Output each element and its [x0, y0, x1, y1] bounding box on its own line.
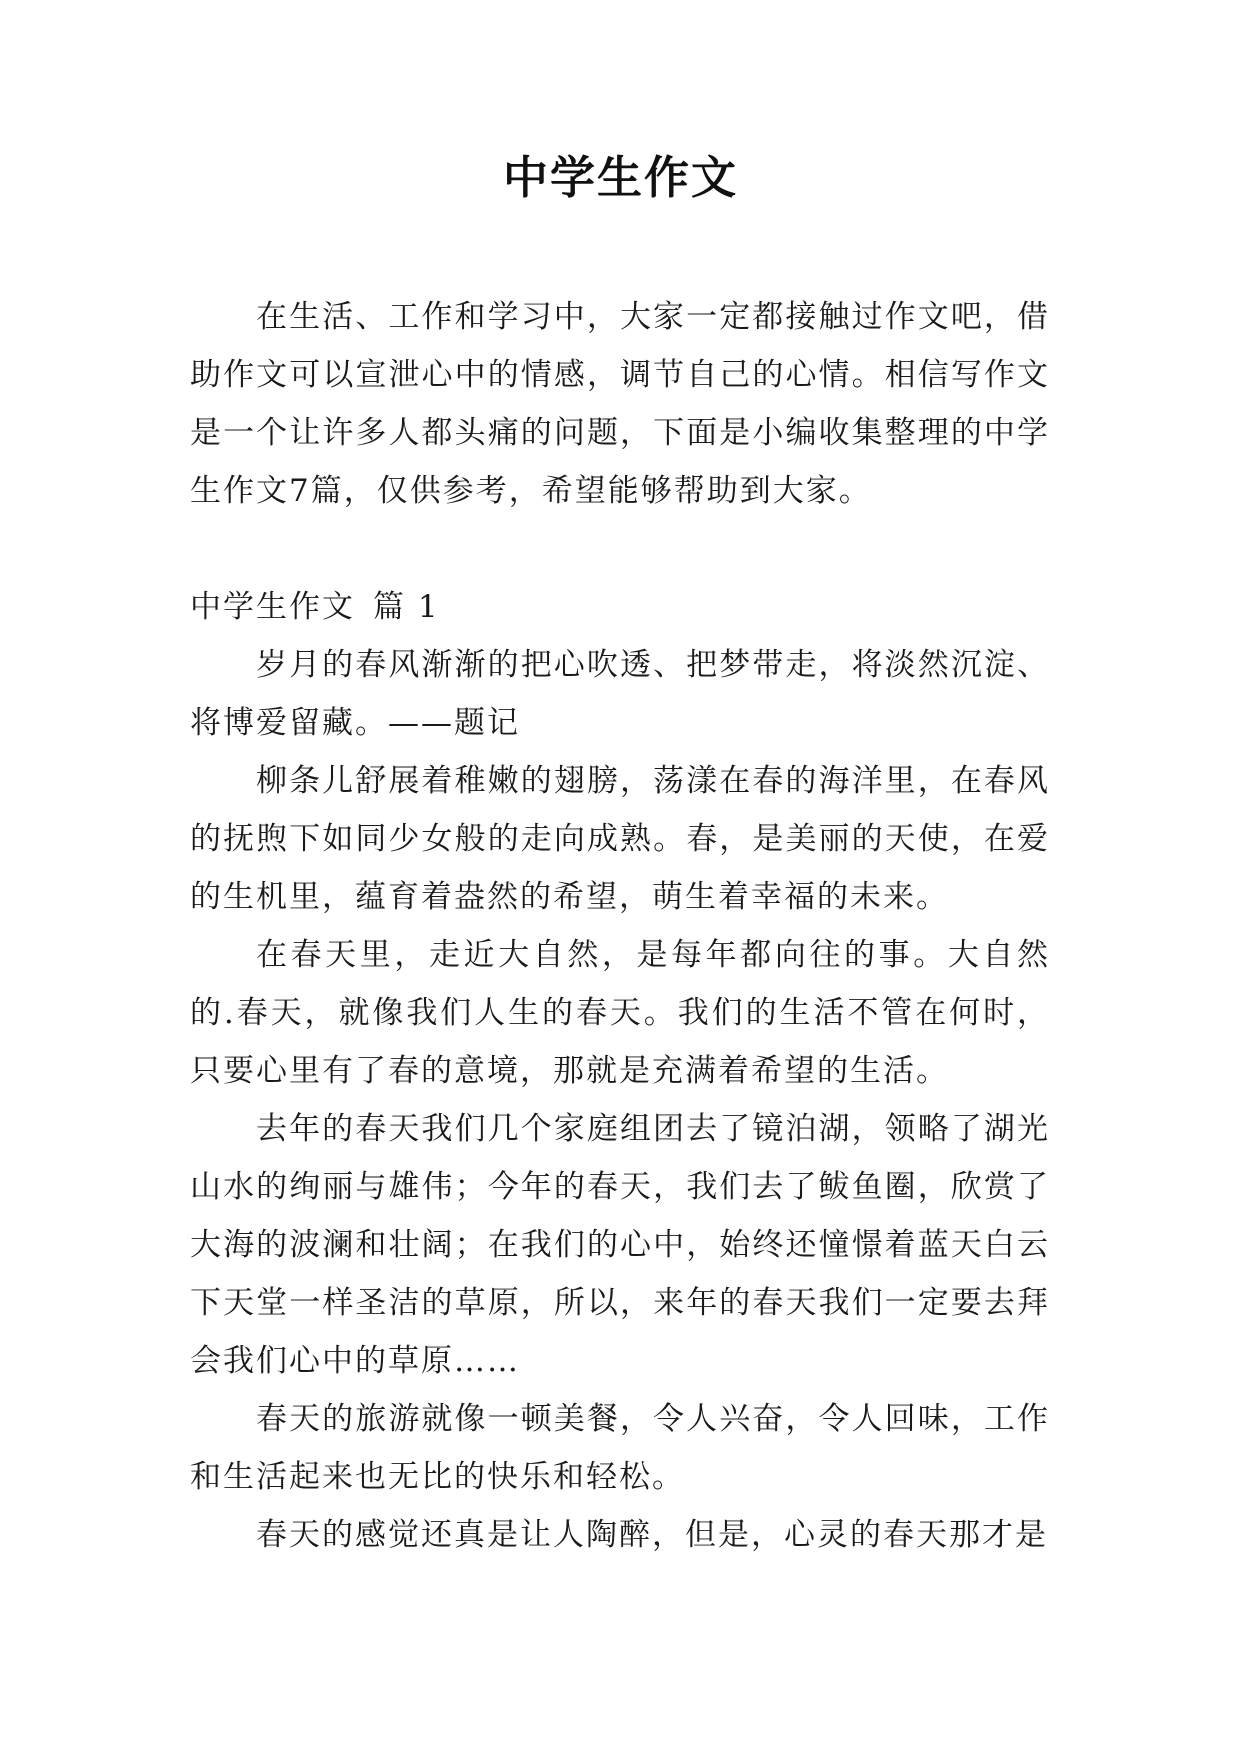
- body-paragraph-3: 在春天里，走近大自然，是每年都向往的事。大自然的.春天，就像我们人生的春天。我们的生活不管在何时，只要心里有了春的意境，那就是充满着希望的生活。: [190, 937, 1050, 1089]
- section-number: 篇 1: [373, 589, 440, 625]
- section-title: 中学生作文: [190, 589, 355, 625]
- body-paragraph-2: 柳条儿舒展着稚嫩的翅膀，荡漾在春的海洋里，在春风的抚煦下如同少女般的走向成熟。春，是美丽的天使，在爱的生机里，蕴育着盎然的希望，萌生着幸福的未来。: [190, 763, 1050, 915]
- body-paragraph-6: 春天的感觉还真是让人陶醉，但是，心灵的春天那才是: [256, 1517, 1048, 1553]
- document-title: 中学生作文: [502, 151, 738, 204]
- section-heading: [190, 578, 1050, 636]
- body-paragraph-1: 岁月的春风渐渐的把心吹透、把梦带走，将淡然沉淀、将博爱留藏。——题记: [190, 647, 1050, 741]
- paragraph-gap: [190, 520, 1050, 578]
- document-body: [190, 288, 1050, 1564]
- body-paragraph-5: 春天的旅游就像一顿美餐，令人兴奋，令人回味，工作和生活起来也无比的快乐和轻松。: [190, 1401, 1050, 1495]
- body-paragraph-4: 去年的春天我们几个家庭组团去了镜泊湖，领略了湖光山水的绚丽与雄伟；今年的春天，我们去了鲅鱼圈，欣赏了大海的波澜和壮阔；在我们的心中，始终还憧憬着蓝天白云下天堂一样圣洁的草原，所以，来年的春天我们一定要去拜会我们心中的草原……: [190, 1111, 1050, 1379]
- intro-paragraph: 在生活、工作和学习中，大家一定都接触过作文吧，借助作文可以宣泄心中的情感，调节自己的心情。相信写作文是一个让许多人都头痛的问题，下面是小编收集整理的中学生作文7篇，仅供参考，希望能够帮助到大家。: [190, 299, 1050, 509]
